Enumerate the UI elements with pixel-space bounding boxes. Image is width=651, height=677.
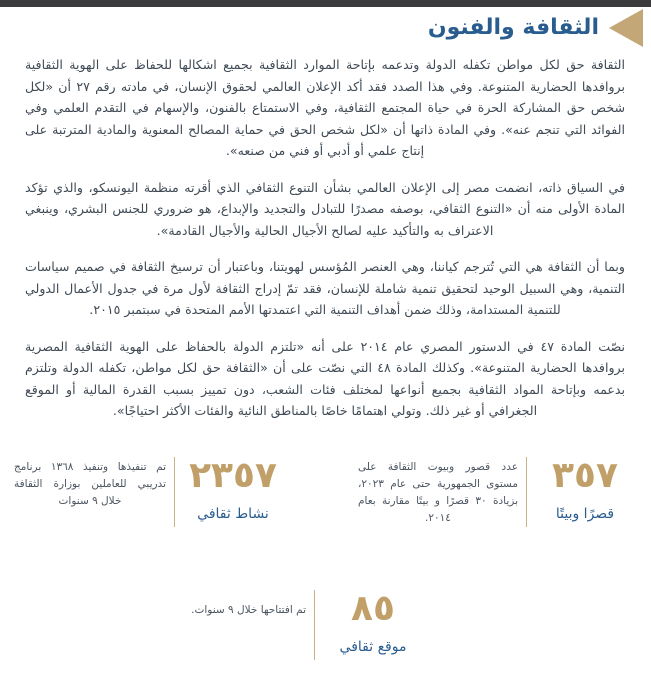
page-title: الثقافة والفنون [427,15,599,40]
top-dark-bar [0,0,651,7]
stat-description: تم تنفيذها وتنفيذ ١٣٦٨ برنامج تدريبي للعاملين بوزارة الثقافة خلال ٩ سنوات [14,461,167,507]
paragraph: نصّت المادة ٤٧ في الدستور المصري عام ٢٠١٤ على أنه «تلتزم الدولة بالحفاظ على الهوية الثقافية المصرية بروافدها الحضارية المتنوعة». وكذلك المادة ٤٨ التي نصّت على أن «الثقافة حق لكل مواطن، تكفله الدولة وتلتزم بدعمه وبإتاحة المواد الثقافية بجميع أنواعها لمختلف فئات الشعب، دون تمييز بسبب القدرة المالية أو الموقع الجغرافي أو غير ذلك. وتولي اهتمامًا خاصًا بالمناطق النائية والفئات الأكثر احتياجًا». [25,338,626,418]
stat-figure [321,588,425,658]
stat-description: تم افتتاحها خلال ٩ سنوات. [191,604,306,616]
stat-label: قصرًا وبيتًا [555,506,615,522]
stat-card [358,455,637,527]
stat-number: ٨٥ [351,588,395,629]
stat-figure [533,455,637,525]
stat-card [14,455,285,527]
stat-number: ٣٥٧ [552,455,618,496]
stat-divider [314,590,315,660]
stat-card [191,588,425,660]
stat-figure [181,455,285,525]
stat-label: نشاط ثقافي [197,506,269,522]
stat-number: ٢٣٥٧ [189,455,277,496]
stat-label: موقع ثقافي [339,639,407,655]
stat-description: عدد قصور وبيوت الثقافة على مستوى الجمهورية حتى عام ٢٠٢٣، بزيادة ٣٠ قصرًا و بيتًا مقارنة بعام ٢٠١٤. [358,461,519,524]
paragraph: وبما أن الثقافة هي التي تُترجم كياننا، وهي العنصر المُؤسس لهويتنا، وباعتبار أن ترسيخ الثقافة في صميم سياسات التنمية، وهي السبيل الوحيد لتحقيق تنمية شاملة للإنسان، فقد تمّ إدراج الثقافة لأول مرة في جدول الأعمال الدولي للتنمية المستدامة، وذلك ضمن أهداف التنمية التي اعتمدتها الأمم المتحدة في سبتمبر ٢٠١٥. [25,259,625,317]
paragraph: في السياق ذاته، انضمت مصر إلى الإعلان العالمي بشأن التنوع الثقافي الذي أقرته منظمة اليونسكو، والذي تؤكد المادة الأولى منه أن «التنوع الثقافي، بوصفه مصدرًا للتبادل والتجديد والإبداع، هو ضروري للجنس البشري، وينبغي الاعتراف به والتأكيد عليه لصالح الأجيال الحالية والأجيال القادمة». [25,179,625,238]
statistics-bottom-row [14,588,637,660]
statistics-row [14,455,637,527]
stat-divider [526,457,527,527]
paragraph: الثقافة حق لكل مواطن تكفله الدولة وتدعمه بإتاحة الموارد الثقافية بجميع اشكالها للحفاظ على الهوية الثقافية بروافدها الحضارية المتنوعة. وفي هذا الصدد فقد أكد الإعلان العالمي لحقوق الإنسان، في مادته رقم ٢٧ أن «لكل شخص حق المشاركة الحرة في حياة المجتمع الثقافية، وفي الاستمتاع بالفنون، والإسهام في التقدم العلمي وفي الفوائد التي تنجم عنه». وفي المادة ذاتها أن «لكل شخص الحق في حماية المصالح المعنوية والمادية المترتبة على إنتاج علمي أو أدبي أو فني من صنعه». [25,57,625,158]
article-body [25,54,625,437]
triangle-left-icon [609,9,643,47]
stat-divider [174,457,175,527]
page-header [0,7,651,49]
